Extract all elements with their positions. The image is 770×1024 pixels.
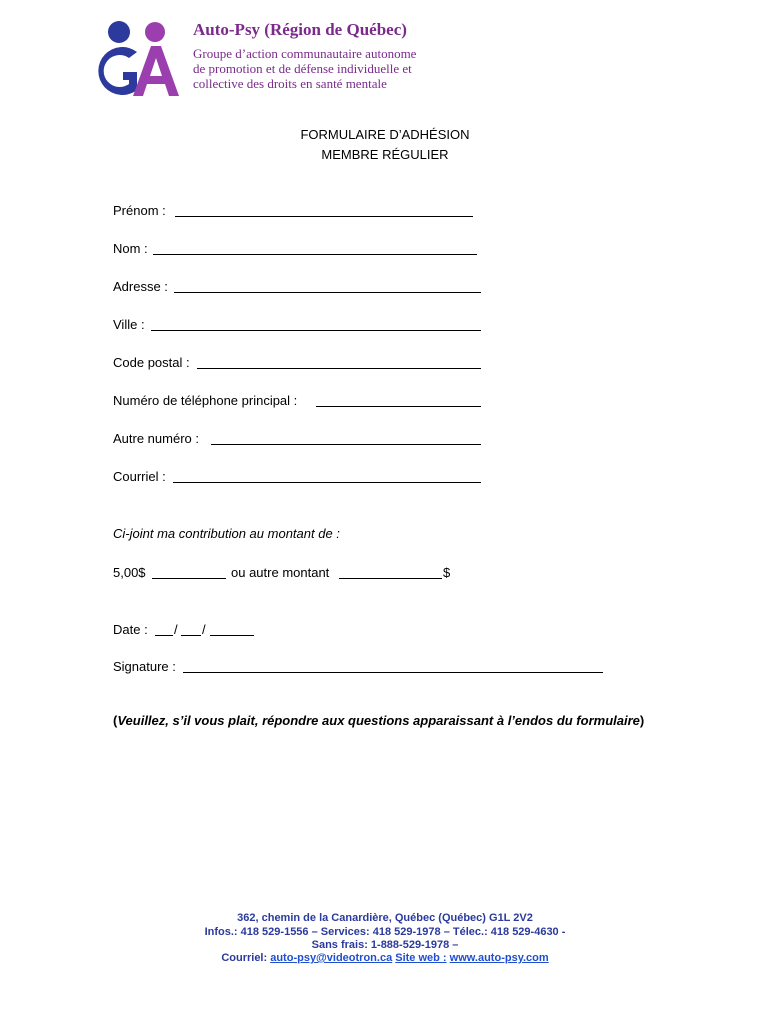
logo-letter-g	[98, 47, 137, 95]
footer-contact	[0, 952, 770, 965]
footer-site-link[interactable]: www.auto-psy.com	[449, 952, 549, 964]
logo-head-purple	[145, 22, 165, 42]
nom-field[interactable]	[153, 254, 477, 255]
contribution-label: Ci-joint ma contribution au montant de :	[113, 526, 340, 541]
form-subtitle: MEMBRE RÉGULIER	[321, 147, 449, 162]
nom-label: Nom :	[113, 241, 148, 256]
adresse-field[interactable]	[174, 292, 481, 293]
date-month-field[interactable]	[181, 635, 201, 636]
prenom-label: Prénom :	[113, 203, 166, 218]
ville-field[interactable]	[151, 330, 481, 331]
logo-letter-a	[133, 46, 179, 96]
courriel-label: Courriel :	[113, 469, 166, 484]
footer-email-label: Courriel:	[221, 952, 268, 964]
telephone-field[interactable]	[316, 406, 481, 407]
code-postal-label: Code postal :	[113, 355, 190, 370]
org-desc-line-2: de promotion et de défense individuelle et	[193, 61, 412, 76]
telephone-label: Numéro de téléphone principal :	[113, 393, 298, 408]
org-desc-line-3: collective des droits en santé mentale	[193, 76, 387, 91]
other-amount-label: ou autre montant	[231, 565, 330, 580]
organization-logo	[93, 20, 181, 98]
autre-numero-label: Autre numéro :	[113, 431, 199, 446]
amount-label: 5,00$	[113, 565, 146, 580]
organization-name: Auto-Psy (Région de Québec)	[193, 20, 407, 39]
footer-email-link[interactable]: auto-psy@videotron.ca	[270, 952, 393, 964]
date-separator-1: /	[174, 622, 178, 637]
amount-checkbox-line[interactable]	[152, 578, 226, 579]
other-amount-field[interactable]	[339, 578, 442, 579]
footer-toll-free: Sans frais: 1-888-529-1978 –	[311, 939, 459, 951]
form-title: FORMULAIRE D’ADHÉSION	[300, 127, 470, 142]
ville-label: Ville :	[113, 317, 145, 332]
date-day-field[interactable]	[155, 635, 173, 636]
organization-description	[193, 46, 416, 91]
date-label: Date :	[113, 622, 148, 637]
back-page-note: (Veuillez, s’il vous plait, répondre aux questions apparaissant à l’endos du formulaire)	[113, 713, 645, 728]
dollar-sign: $	[443, 565, 451, 580]
date-separator-2: /	[202, 622, 206, 637]
adresse-label: Adresse :	[113, 279, 168, 294]
date-year-field[interactable]	[210, 635, 254, 636]
org-desc-line-1: Groupe d’action communautaire autonome	[193, 46, 417, 61]
footer-address: 362, chemin de la Canardière, Québec (Québec) G1L 2V2	[237, 912, 533, 924]
logo-head-blue	[108, 21, 130, 43]
courriel-field[interactable]	[173, 482, 481, 483]
code-postal-field[interactable]	[197, 368, 481, 369]
prenom-field[interactable]	[175, 216, 473, 217]
footer-site-label: Site web :	[395, 952, 447, 964]
signature-label: Signature :	[113, 659, 176, 674]
footer-phones: Infos.: 418 529-1556 – Services: 418 529-1978 – Télec.: 418 529-4630 -	[204, 926, 566, 938]
autre-numero-field[interactable]	[211, 444, 481, 445]
back-page-note-text: Veuillez, s’il vous plait, répondre aux questions apparaissant à l’endos du formulaire	[117, 713, 640, 728]
signature-field[interactable]	[183, 672, 603, 673]
